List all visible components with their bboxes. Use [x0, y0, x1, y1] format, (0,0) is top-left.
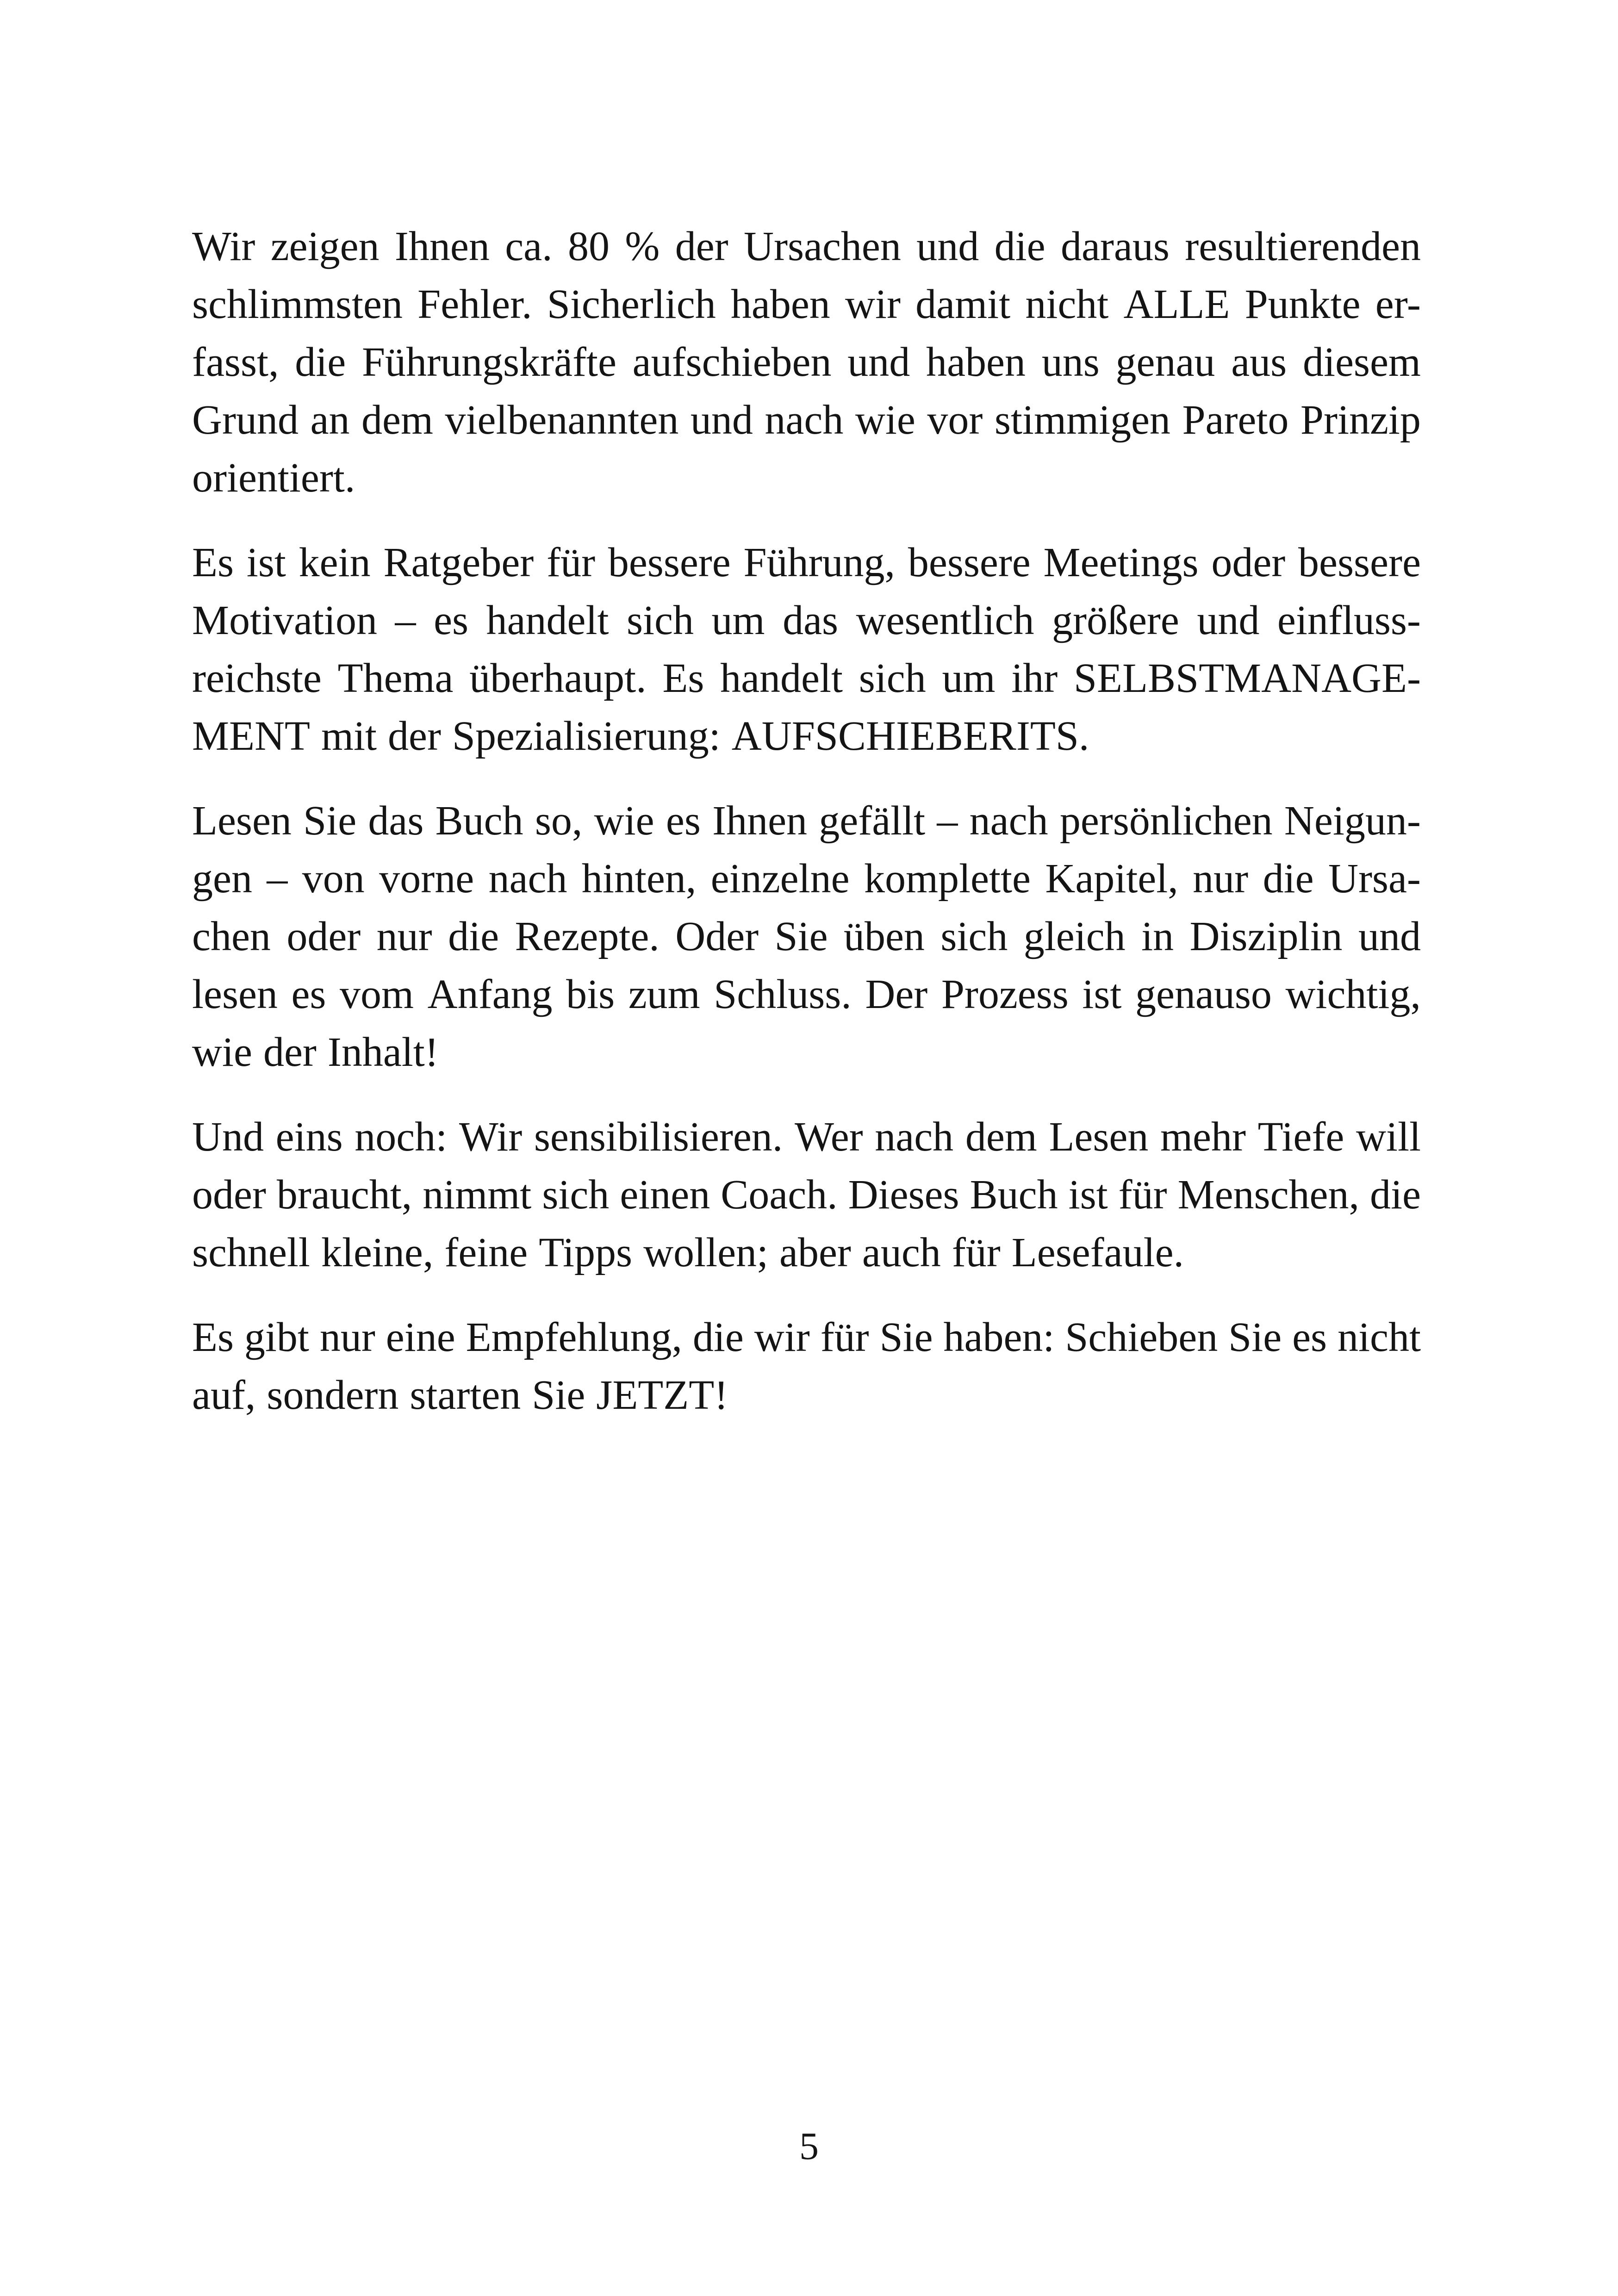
- paragraph: [192, 1308, 1421, 1424]
- paragraph: [192, 792, 1421, 1081]
- text-line: lesen es vom Anfang bis zum Schluss. Der Prozess ist genauso wichtig,: [192, 971, 1421, 1017]
- page-number: 5: [799, 2125, 819, 2168]
- text-line: MENT mit der Spezialisierung: AUFSCHIEBERITS.: [192, 713, 1089, 759]
- paragraph: [192, 218, 1421, 507]
- text-line: Es gibt nur eine Empfehlung, die wir für Sie haben: Schieben Sie es nicht: [192, 1314, 1421, 1360]
- text-line: oder braucht, nimmt sich einen Coach. Dieses Buch ist für Menschen, die: [192, 1172, 1421, 1218]
- text-line: chen oder nur die Rezepte. Oder Sie üben sich gleich in Disziplin und: [192, 914, 1421, 959]
- text-line: Grund an dem vielbenannten und nach wie vor stimmigen Pareto Prinzip: [192, 397, 1421, 443]
- text-line: gen – von vorne nach hinten, einzelne komplette Kapitel, nur die Ursa-: [192, 856, 1421, 902]
- text-line: schlimmsten Fehler. Sicherlich haben wir damit nicht ALLE Punkte er-: [192, 281, 1421, 327]
- text-line: fasst, die Führungskräfte aufschieben und haben uns genau aus diesem: [192, 339, 1421, 385]
- text-line: Es ist kein Ratgeber für bessere Führung, bessere Meetings oder bessere: [192, 540, 1421, 585]
- text-line: reichste Thema überhaupt. Es handelt sich um ihr SELBSTMANAGE-: [192, 655, 1421, 701]
- text-line: Lesen Sie das Buch so, wie es Ihnen gefällt – nach persönlichen Neigun-: [192, 798, 1421, 844]
- text-line: Und eins noch: Wir sensibilisieren. Wer nach dem Lesen mehr Tiefe will: [192, 1114, 1421, 1160]
- text-line: Motivation – es handelt sich um das wesentlich größere und einfluss-: [192, 597, 1421, 643]
- text-line: wie der Inhalt!: [192, 1029, 439, 1075]
- paragraph: [192, 534, 1421, 765]
- text-line: orientiert.: [192, 455, 355, 501]
- paragraph: [192, 1108, 1421, 1282]
- text-line: schnell kleine, feine Tipps wollen; aber auch für Lesefaule.: [192, 1230, 1184, 1276]
- text-line: Wir zeigen Ihnen ca. 80 % der Ursachen und die daraus resultierenden: [192, 224, 1421, 269]
- text-line: auf, sondern starten Sie JETZT!: [192, 1372, 728, 1418]
- body-text: [192, 218, 1421, 1451]
